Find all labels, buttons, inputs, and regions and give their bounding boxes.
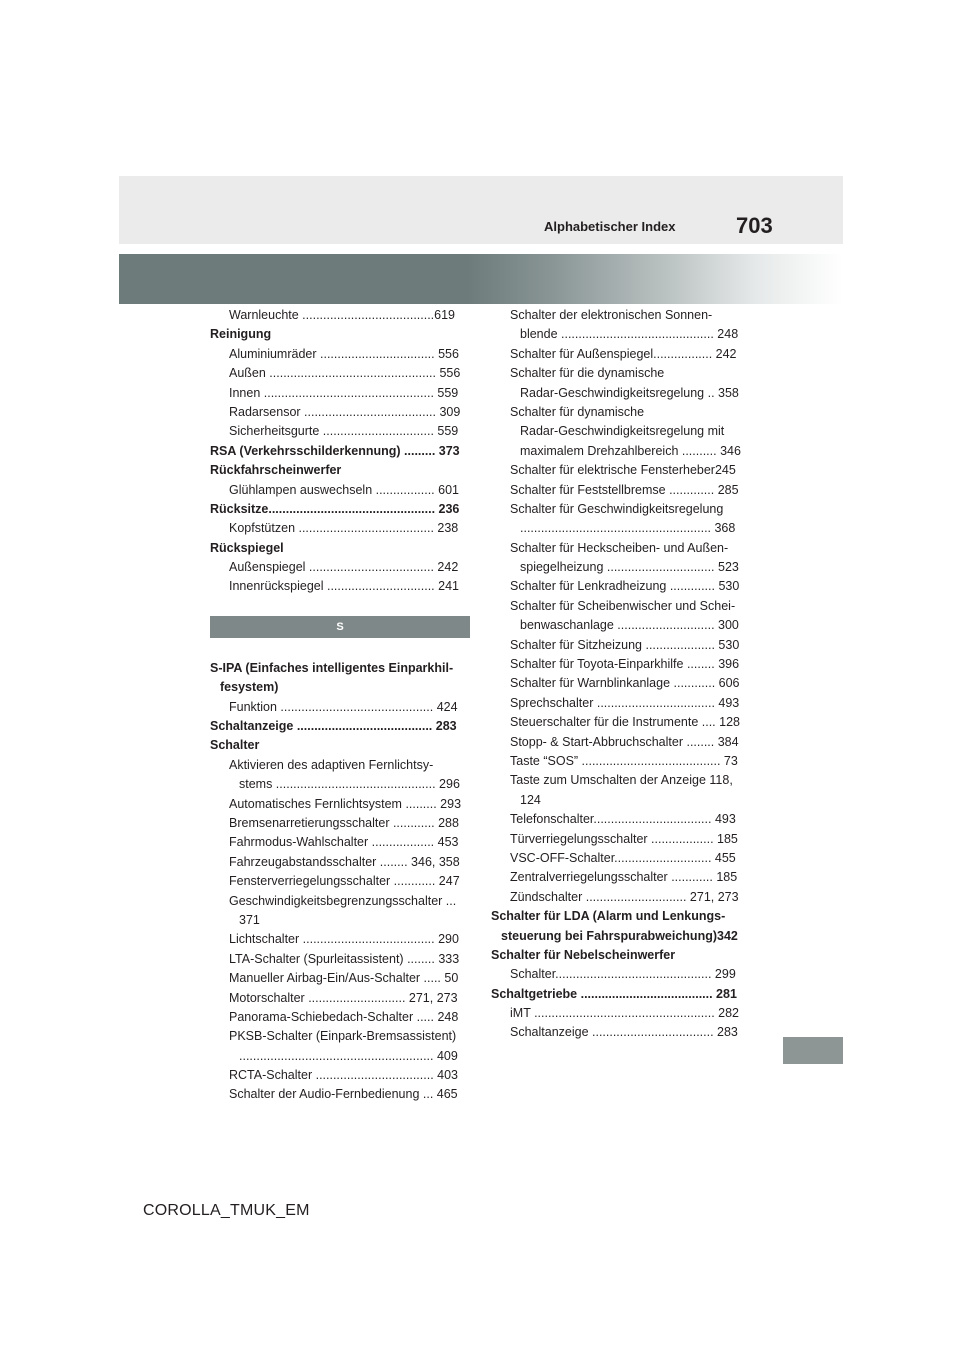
index-entry bbox=[491, 791, 755, 810]
index-entry-text: steuerung bei Fahrspurabweichung)342 bbox=[501, 928, 738, 943]
index-entry-text: Radar-Geschwindigkeitsregelung .. 358 bbox=[520, 385, 739, 400]
document-code: COROLLA_TMUK_EM bbox=[143, 1202, 310, 1219]
index-entry-text: Rücksitze................................................ 236 bbox=[210, 501, 460, 516]
index-entry-text: Zündschalter ............................. 271, 273 bbox=[510, 889, 739, 904]
index-entry-text: Taste “SOS” ........................................ 73 bbox=[510, 753, 738, 768]
index-entry-text: iMT .................................................... 282 bbox=[510, 1006, 739, 1021]
index-entry-heading bbox=[491, 927, 755, 946]
index-entry bbox=[491, 364, 755, 383]
index-entry bbox=[210, 950, 470, 969]
index-entry-text: Rückspiegel bbox=[210, 540, 284, 555]
index-entry-heading bbox=[491, 985, 755, 1004]
index-entry-text: Kopfstützen ....................................... 238 bbox=[229, 521, 459, 536]
index-entry bbox=[210, 930, 470, 949]
index-entry-text: Radar-Geschwindigkeitsregelung mit bbox=[520, 424, 725, 439]
index-entry-text: Schalter für Toyota-Einparkhilfe ........ 396 bbox=[510, 657, 740, 672]
index-entry-heading bbox=[210, 678, 470, 697]
index-entry bbox=[210, 422, 470, 441]
page-title: Alphabetischer Index bbox=[544, 219, 676, 234]
index-entry-text: 124 bbox=[520, 792, 541, 807]
header-band bbox=[119, 176, 843, 244]
index-entry-text: Sprechschalter .................................. 493 bbox=[510, 695, 740, 710]
index-entry bbox=[491, 616, 755, 635]
index-entry-text: Schalter für Heckscheiben- und Außen- bbox=[510, 540, 729, 555]
index-entry bbox=[491, 481, 755, 500]
index-entry-text: RCTA-Schalter .................................. 403 bbox=[229, 1068, 458, 1083]
index-entry-text: Schalter für Außenspiegel................. 242 bbox=[510, 346, 737, 361]
index-entry bbox=[491, 733, 755, 752]
index-entry-text: S-IPA (Einfaches intelligentes Einparkhil- bbox=[210, 660, 454, 675]
index-entry-text: Sicherheitsgurte ................................ 559 bbox=[229, 424, 459, 439]
index-entry bbox=[491, 810, 755, 829]
index-entry bbox=[210, 775, 470, 794]
index-entry-text: VSC-OFF-Schalter............................ 455 bbox=[510, 850, 736, 865]
index-entry-text: Schalter der Audio-Fernbedienung ... 465 bbox=[229, 1087, 458, 1102]
index-entry bbox=[210, 364, 470, 383]
index-entry-heading bbox=[210, 539, 470, 558]
index-entry-text: Schalter............................................. 299 bbox=[510, 967, 736, 982]
index-list-r bbox=[210, 306, 470, 597]
index-entry-text: Türverriegelungsschalter .................. 185 bbox=[510, 831, 738, 846]
index-entry-text: Schalter der elektronischen Sonnen- bbox=[510, 308, 713, 322]
index-entry bbox=[491, 597, 755, 616]
index-entry bbox=[210, 384, 470, 403]
decorative-gradient-bar bbox=[119, 254, 843, 304]
index-entry-text: Steuerschalter für die Instrumente .... 128 bbox=[510, 715, 740, 730]
index-entry bbox=[210, 558, 470, 577]
index-entry-text: Manueller Airbag-Ein/Aus-Schalter ..... 50 bbox=[229, 971, 459, 986]
index-entry bbox=[210, 814, 470, 833]
index-entry-text: Stopp- & Start-Abbruchschalter ........ 384 bbox=[510, 734, 739, 749]
index-entry-text: Fensterverriegelungsschalter ............ 247 bbox=[229, 874, 460, 889]
index-entry bbox=[491, 849, 755, 868]
index-entry-text: Fahrzeugabstandsschalter ........ 346, 358 bbox=[229, 854, 460, 869]
index-entry bbox=[491, 577, 755, 596]
index-entry-text: Schalter für Feststellbremse ............. 285 bbox=[510, 482, 739, 497]
index-entry bbox=[491, 655, 755, 674]
index-entry bbox=[491, 1023, 755, 1042]
index-entry-text: Geschwindigkeitsbegrenzungsschalter ... bbox=[229, 893, 457, 908]
index-entry-text: LTA-Schalter (Spurleitassistent) ........ 333 bbox=[229, 951, 460, 966]
index-entry-text: Schalter für LDA (Alarm und Lenkungs- bbox=[491, 909, 726, 924]
index-entry bbox=[491, 384, 755, 403]
index-entry bbox=[210, 1008, 470, 1027]
index-entry bbox=[210, 853, 470, 872]
index-entry-text: Taste zum Umschalten der Anzeige 118, bbox=[510, 773, 733, 788]
index-entry-text: Schalter für Scheibenwischer und Schei- bbox=[510, 598, 736, 613]
index-entry-heading bbox=[491, 907, 755, 926]
index-entry-text: Fahrmodus-Wahlschalter .................. 453 bbox=[229, 835, 459, 850]
index-entry-text: 371 bbox=[239, 912, 260, 927]
index-entry-text: maximalem Drehzahlbereich .......... 346 bbox=[520, 443, 741, 458]
index-entry bbox=[210, 1027, 470, 1046]
index-entry-text: Panorama-Schiebedach-Schalter ..... 248 bbox=[229, 1009, 459, 1024]
index-entry bbox=[491, 694, 755, 713]
index-entry bbox=[491, 888, 755, 907]
index-entry bbox=[210, 795, 470, 814]
index-entry bbox=[491, 1004, 755, 1023]
index-entry-text: Schalter bbox=[210, 738, 260, 753]
index-entry-text: fesystem) bbox=[220, 680, 279, 695]
index-entry bbox=[491, 345, 755, 364]
index-entry-heading bbox=[210, 325, 470, 344]
index-entry-text: ........................................................ 409 bbox=[239, 1048, 458, 1063]
index-entry bbox=[491, 539, 755, 558]
index-entry-text: Glühlampen auswechseln ................. 601 bbox=[229, 482, 459, 497]
index-entry-text: ....................................................... 368 bbox=[520, 521, 736, 536]
index-entry-heading bbox=[210, 442, 470, 461]
index-entry bbox=[210, 969, 470, 988]
index-entry-text: Schaltgetriebe ...................................... 281 bbox=[491, 986, 737, 1001]
index-entry-text: Lichtschalter ...................................... 290 bbox=[229, 932, 459, 947]
index-entry bbox=[491, 306, 755, 325]
index-entry bbox=[491, 868, 755, 887]
index-entry-heading bbox=[210, 500, 470, 519]
index-entry-text: Innen ................................................. 559 bbox=[229, 385, 459, 400]
index-entry-heading bbox=[210, 736, 470, 755]
index-entry bbox=[491, 500, 755, 519]
index-entry-text: Außen ................................................ 556 bbox=[229, 366, 461, 381]
index-entry bbox=[210, 577, 470, 596]
index-entry bbox=[210, 1066, 470, 1085]
index-entry-text: blende ............................................ 248 bbox=[520, 327, 739, 342]
index-entry-heading bbox=[491, 946, 755, 965]
index-column-right bbox=[491, 306, 755, 1043]
index-entry-text: Automatisches Fernlichtsystem ......... 293 bbox=[229, 796, 462, 811]
index-entry bbox=[210, 403, 470, 422]
index-entry-text: Schalter für Nebelscheinwerfer bbox=[491, 947, 676, 962]
index-entry-text: Außenspiegel .................................... 242 bbox=[229, 560, 459, 575]
index-entry bbox=[210, 306, 470, 325]
index-entry-heading bbox=[210, 659, 470, 678]
index-entry bbox=[210, 345, 470, 364]
index-entry bbox=[210, 481, 470, 500]
index-entry bbox=[210, 892, 470, 911]
index-entry-text: Schalter für elektrische Fensterheber245 bbox=[510, 463, 736, 478]
page-number: 703 bbox=[736, 213, 773, 238]
index-entry bbox=[491, 461, 755, 480]
index-entry-text: Aluminiumräder ................................. 556 bbox=[229, 346, 459, 361]
index-entry bbox=[210, 872, 470, 891]
index-entry bbox=[491, 636, 755, 655]
index-entry-text: Schaltanzeige ....................................... 283 bbox=[210, 719, 457, 734]
index-entry-text: Schalter für die dynamische bbox=[510, 366, 665, 381]
index-entry-text: stems .............................................. 296 bbox=[239, 777, 460, 792]
chapter-tab-marker bbox=[783, 1037, 843, 1064]
index-entry-heading bbox=[210, 461, 470, 480]
index-entry-text: RSA (Verkehrsschilderkennung) ......... 373 bbox=[210, 443, 460, 458]
index-entry-text: Schalter für Lenkradheizung ............. 530 bbox=[510, 579, 740, 594]
index-entry-text: Innenrückspiegel ............................... 241 bbox=[229, 579, 459, 594]
index-entry-text: benwaschanlage ............................ 300 bbox=[520, 618, 739, 633]
index-entry bbox=[210, 1085, 470, 1104]
index-entry-text: Bremsenarretierungsschalter ............ 288 bbox=[229, 815, 459, 830]
index-entry-text: Zentralverriegelungsschalter ............ 185 bbox=[510, 870, 738, 885]
index-entry-text: Radarsensor ...................................... 309 bbox=[229, 404, 461, 419]
index-entry-text: Rückfahrscheinwerfer bbox=[210, 463, 342, 478]
index-entry bbox=[491, 771, 755, 790]
index-entry bbox=[491, 713, 755, 732]
index-entry-text: Schaltanzeige ................................... 283 bbox=[510, 1025, 738, 1040]
index-entry bbox=[491, 965, 755, 984]
index-entry bbox=[210, 911, 470, 930]
index-entry bbox=[491, 674, 755, 693]
index-entry bbox=[491, 442, 755, 461]
index-entry-text: Schalter für dynamische bbox=[510, 404, 645, 419]
index-entry bbox=[210, 833, 470, 852]
index-entry-text: Schalter für Geschwindigkeitsregelung bbox=[510, 501, 724, 516]
index-entry bbox=[210, 519, 470, 538]
index-entry-text: Warnleuchte ......................................619 bbox=[229, 308, 456, 322]
index-entry-text: spiegelheizung ............................... 523 bbox=[520, 560, 739, 575]
index-entry bbox=[210, 989, 470, 1008]
index-entry bbox=[491, 403, 755, 422]
index-entry-heading bbox=[210, 717, 470, 736]
index-entry bbox=[491, 325, 755, 344]
index-entry bbox=[491, 422, 755, 441]
index-entry-text: Reinigung bbox=[210, 327, 272, 342]
index-entry bbox=[491, 830, 755, 849]
index-entry-text: Telefonschalter.................................. 493 bbox=[510, 812, 736, 827]
index-list-s bbox=[210, 659, 470, 1105]
index-entry bbox=[210, 1047, 470, 1066]
index-column-left bbox=[210, 306, 470, 1105]
index-list-s-continued bbox=[491, 306, 755, 1043]
index-entry bbox=[491, 558, 755, 577]
index-entry bbox=[210, 756, 470, 775]
index-entry-text: Schalter für Sitzheizung .................... 530 bbox=[510, 637, 740, 652]
index-entry-text: Motorschalter ............................ 271, 273 bbox=[229, 990, 458, 1005]
index-entry bbox=[491, 752, 755, 771]
index-entry-text: Funktion ............................................ 424 bbox=[229, 699, 458, 714]
index-entry-text: PKSB-Schalter (Einpark-Bremsassistent) bbox=[229, 1029, 457, 1044]
index-entry bbox=[491, 519, 755, 538]
index-entry-text: Aktivieren des adaptiven Fernlichtsy- bbox=[229, 757, 434, 772]
index-entry bbox=[210, 698, 470, 717]
index-entry-text: Schalter für Warnblinkanlage ............ 606 bbox=[510, 676, 740, 691]
section-header-s: S bbox=[210, 616, 470, 638]
